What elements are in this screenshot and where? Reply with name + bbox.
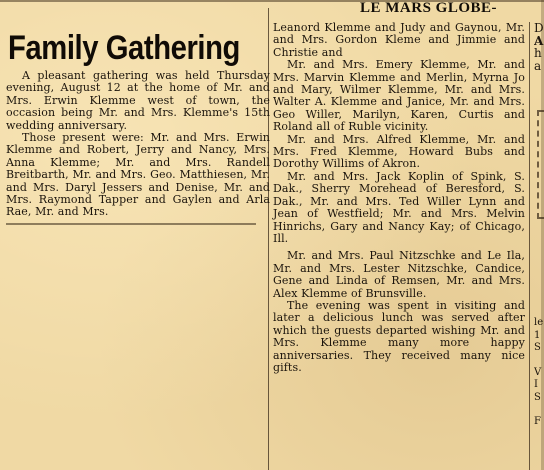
- fragment-text: A: [534, 33, 544, 48]
- fragment-text: D: [534, 22, 544, 35]
- continuation-paragraph: Mr. and Mrs. Emery Klemme, Mr. and Mrs. Marvin Klemme and Merlin, Myrna Jo and Mary, Wilmer Klemme, Mr. and Mrs. Walter A. Klemme and Janice, Mr. and Mrs. Geo Willer, Marilyn, Karen, Curtis and Roland all of Ruble vicinity.: [273, 58, 525, 134]
- article-body: [6, 70, 270, 219]
- fragment-text: le: [534, 317, 544, 328]
- article-continuation: [273, 22, 525, 374]
- continuation-paragraph: Mr. and Mrs. Jack Koplin of Spink, S. Dak., Sherry Morehead of Beresford, S. Dak., Mr. and Mrs. Ted Willer Lynn and Jean of Westfield; Mr. and Mrs. Melvin Hinrichs, Gary and Nancy Kay; of Chicago, Ill.: [273, 169, 525, 245]
- column-rule-right: [529, 22, 530, 470]
- continuation-paragraph: Mr. and Mrs. Paul Nitzschke and Le Ila, Mr. and Mrs. Lester Nitzschke, Candice, Gene and Linda of Remsen, Mr. and Mrs. Alex Klemme of Brunsville.: [273, 249, 525, 300]
- article-paragraph: Those present were: Mr. and Mrs. Erwin Klemme and Robert, Jerry and Nancy, Mrs. Anna Klemme; Mr. and Mrs. Randell Breitbarth, Mr. and Mrs. Geo. Matthiesen, Mr. and Mrs. Daryl Jessers and Denise, Mr. and Mrs. Raymond Tapper and Gaylen and Arla Rae, Mr. and Mrs.: [6, 131, 270, 219]
- fragment-text: F: [534, 416, 541, 427]
- family-gathering-article: [6, 30, 270, 225]
- fragment-text: S: [534, 342, 541, 353]
- article-end-rule: [6, 223, 256, 225]
- fragment-text: 1: [534, 329, 541, 341]
- article-headline: Family Gathering: [8, 29, 240, 67]
- fragment-text: I: [534, 379, 538, 390]
- fragment-text: V: [534, 366, 542, 378]
- continuation-paragraph: Mr. and Mrs. Alfred Klemme, Mr. and Mrs. Fred Klemme, Howard Bubs and Dorothy Willims of Akron.: [273, 132, 525, 171]
- fragment-text: a: [534, 58, 542, 73]
- fragment-text: h: [534, 46, 542, 60]
- newspaper-masthead: LE MARS GLOBE-: [360, 0, 498, 16]
- article-paragraph: A pleasant gathering was held Thursday evening, August 12 at the home of Mr. and Mrs. Erwin Klemme west of town, the occasion being Mr. and Mrs. Klemme's 15th wedding anniversary.: [6, 69, 270, 132]
- continuation-paragraph: The evening was spent in visiting and later a delicious lunch was served after which the guests departed wishing Mr. and Mrs. Klemme many more happy anniversaries. They received many nice gifts.: [273, 298, 525, 374]
- fragment-text: S: [534, 391, 541, 403]
- continuation-paragraph: Leanord Klemme and Judy and Gaynou, Mr. and Mrs. Gordon Kleme and Jimmie and Christie and: [273, 21, 525, 59]
